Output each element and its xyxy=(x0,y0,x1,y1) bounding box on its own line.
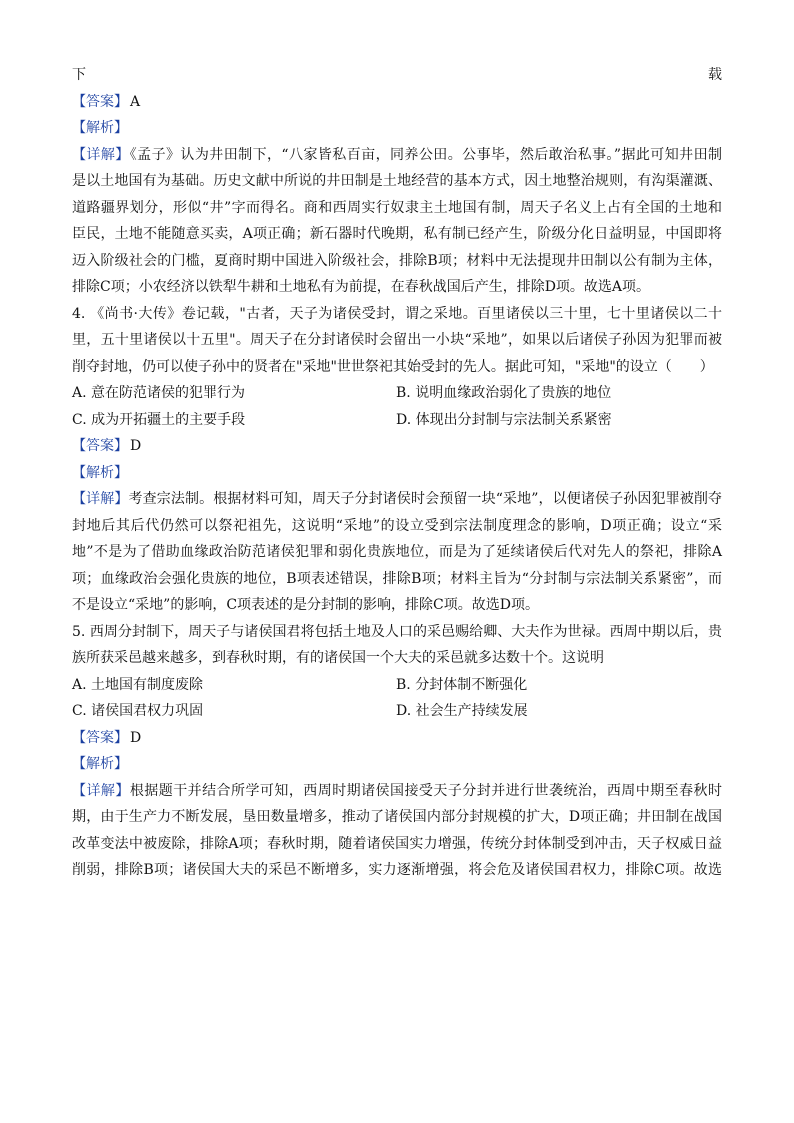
q4-stem-line xyxy=(72,327,722,354)
q5-detail-line xyxy=(72,857,722,884)
answer-value: D xyxy=(130,729,142,746)
q4-detail-line xyxy=(72,486,722,513)
q5-detail-line xyxy=(72,804,722,831)
detail-text: 不是设立“采地”的影响，C项表述的是分封制的影响，排除C项。故选D项。 xyxy=(72,597,539,613)
question-text: 5. 西周分封制下，周天子与诸侯国君将包括土地及人口的采邑赐给卿、大夫作为世禄。西周中期以后，贵 xyxy=(72,623,722,640)
option-text: 意在防范诸侯的犯罪行为 xyxy=(91,385,246,401)
option-label: B. xyxy=(396,385,411,401)
detail-text: 《孟子》认为井田制下，“八家皆私百亩，同养公田。公事毕，然后敢治私事。”据此可知井田制 xyxy=(129,146,723,163)
option-d xyxy=(396,407,612,434)
detail-text: 削弱，排除B项；诸侯国大夫的采邑不断增多，实力逐渐增强，将会危及诸侯国君权力，排除C项。故选 xyxy=(72,862,722,878)
option-label: D. xyxy=(396,703,412,719)
option-b xyxy=(396,672,527,699)
q5-options-row xyxy=(72,698,722,725)
analysis-tag: 【解析】 xyxy=(72,464,128,481)
q3-detail-line xyxy=(72,274,722,301)
option-label: A. xyxy=(72,676,87,693)
option-a xyxy=(72,672,203,699)
option-b xyxy=(396,380,611,407)
q4-stem-line xyxy=(72,301,722,328)
detail-text: 期，由于生产力不断发展，垦田数量增多，推动了诸侯国内部分封规模的扩大，D项正确；井田制在战国 xyxy=(72,809,722,825)
question-text: 里，五十里诸侯以十五里"。周天子在分封诸侯时会留出一小块“采地”，如果以后诸侯子孙因为犯罪而被 xyxy=(72,332,722,348)
option-text: 体现出分封制与宗法制关系紧密 xyxy=(415,411,612,428)
q3-detail-line xyxy=(72,142,722,169)
q3-analysis xyxy=(72,115,722,142)
detail-text: 封地后其后代仍然可以祭祀祖先，这说明“采地”的设立受到宗法制度理念的影响，D项正确；设立“采 xyxy=(72,517,722,534)
option-a xyxy=(72,380,245,407)
option-label: A. xyxy=(72,385,87,401)
header-right-text: 载 xyxy=(708,67,722,83)
detail-tag: 【详解】 xyxy=(72,782,130,799)
page-header xyxy=(72,62,722,89)
option-text: 分封体制不断强化 xyxy=(415,676,528,693)
question-text: 削夺封地，仍可以使子孙中的贤者在"采地"世世祭祀其始受封的先人。据此可知，"采地"的设立（ ） xyxy=(72,358,714,375)
option-label: B. xyxy=(396,676,411,693)
detail-text: 臣民，土地不能随意买卖，A项正确；新石器时代晚期，私有制已经产生，阶级分化日益明显，中国即将 xyxy=(72,226,722,242)
q4-answer xyxy=(72,433,722,460)
q3-answer xyxy=(72,89,722,116)
q5-detail-line xyxy=(72,831,722,858)
answer-tag: 【答案】 xyxy=(72,729,128,746)
detail-text: 迈入阶级社会的门槛，夏商时期中国进入阶级社会，排除B项；材料中无法提现井田制以公有制为主体， xyxy=(72,252,722,269)
analysis-tag: 【解析】 xyxy=(72,120,128,136)
detail-text: 排除C项；小农经济以铁犁牛耕和土地私有为前提，在春秋战国后产生，排除D项。故选A项。 xyxy=(72,279,651,295)
q5-stem-line xyxy=(72,619,722,646)
q4-detail-line xyxy=(72,513,722,540)
q3-detail-line xyxy=(72,195,722,222)
q5-detail-line xyxy=(72,778,722,805)
question-text: 族所获采邑越来越多，到春秋时期，有的诸侯国一个大夫的采邑就多达数十个。这说明 xyxy=(72,650,604,666)
q4-options-row xyxy=(72,380,722,407)
option-text: 社会生产持续发展 xyxy=(415,703,528,719)
detail-text: 是以土地国有为基础。历史文献中所说的井田制是土地经营的基本方式，因土地整治规则，有沟渠灌溉、 xyxy=(72,173,722,189)
option-text: 土地国有制度废除 xyxy=(91,676,204,693)
detail-text: 地”不是为了借助血缘政治防范诸侯犯罪和弱化贵族地位，而是为了延续诸侯后代对先人的祭祀，排除A xyxy=(72,544,722,560)
q4-stem-line xyxy=(72,354,722,381)
q4-analysis xyxy=(72,460,722,487)
analysis-tag: 【解析】 xyxy=(72,756,128,772)
option-text: 成为开拓疆土的主要手段 xyxy=(91,411,246,428)
q3-detail-line xyxy=(72,221,722,248)
detail-text: 道路疆界划分，形似“井”字而得名。商和西周实行奴隶主土地国有制，周天子名义上占有全国的土地和 xyxy=(72,199,722,216)
detail-text: 根据题干并结合所学可知，西周时期诸侯国接受天子分封并进行世袭统治，西周中期至春秋时 xyxy=(129,782,723,799)
detail-tag: 【详解】 xyxy=(72,146,130,163)
answer-value: D xyxy=(130,438,142,454)
q5-options-row xyxy=(72,672,722,699)
document-page xyxy=(72,62,722,884)
option-text: 诸侯国君权力巩固 xyxy=(91,703,204,719)
option-d xyxy=(396,698,528,725)
option-label: C. xyxy=(72,411,87,428)
detail-tag: 【详解】 xyxy=(72,491,129,507)
q4-detail-line xyxy=(72,566,722,593)
detail-text: 项；血缘政治会强化贵族的地位，B项表述错误，排除B项；材料主旨为“分封制与宗法制关系紧密”，而 xyxy=(72,570,722,587)
detail-text: 改革变法中被废除，排除A项；春秋时期，随着诸侯国实力增强，传统分封体制受到冲击，天子权威日益 xyxy=(72,835,722,852)
q4-detail-line xyxy=(72,539,722,566)
header-left-text: 下 xyxy=(72,67,86,83)
answer-value: A xyxy=(130,93,141,110)
question-text: 4. 《尚书·大传》卷记载，"古者，天子为诸侯受封，谓之采地。百里诸侯以三十里，七十里诸侯以二十 xyxy=(72,305,722,322)
q4-options-row xyxy=(72,407,722,434)
detail-text: 考查宗法制。根据材料可知，周天子分封诸侯时会预留一块“采地”，以便诸侯子孙因犯罪被削夺 xyxy=(128,491,723,507)
option-label: D. xyxy=(396,411,412,428)
answer-tag: 【答案】 xyxy=(72,438,128,454)
q3-detail-line xyxy=(72,248,722,275)
option-label: C. xyxy=(72,703,87,719)
answer-tag: 【答案】 xyxy=(72,93,128,110)
option-c xyxy=(72,698,203,725)
q5-analysis xyxy=(72,751,722,778)
option-text: 说明血缘政治弱化了贵族的地位 xyxy=(415,385,612,401)
option-c xyxy=(72,407,245,434)
q3-detail-line xyxy=(72,168,722,195)
q5-answer xyxy=(72,725,722,752)
q5-stem-line xyxy=(72,645,722,672)
q4-detail-line xyxy=(72,592,722,619)
